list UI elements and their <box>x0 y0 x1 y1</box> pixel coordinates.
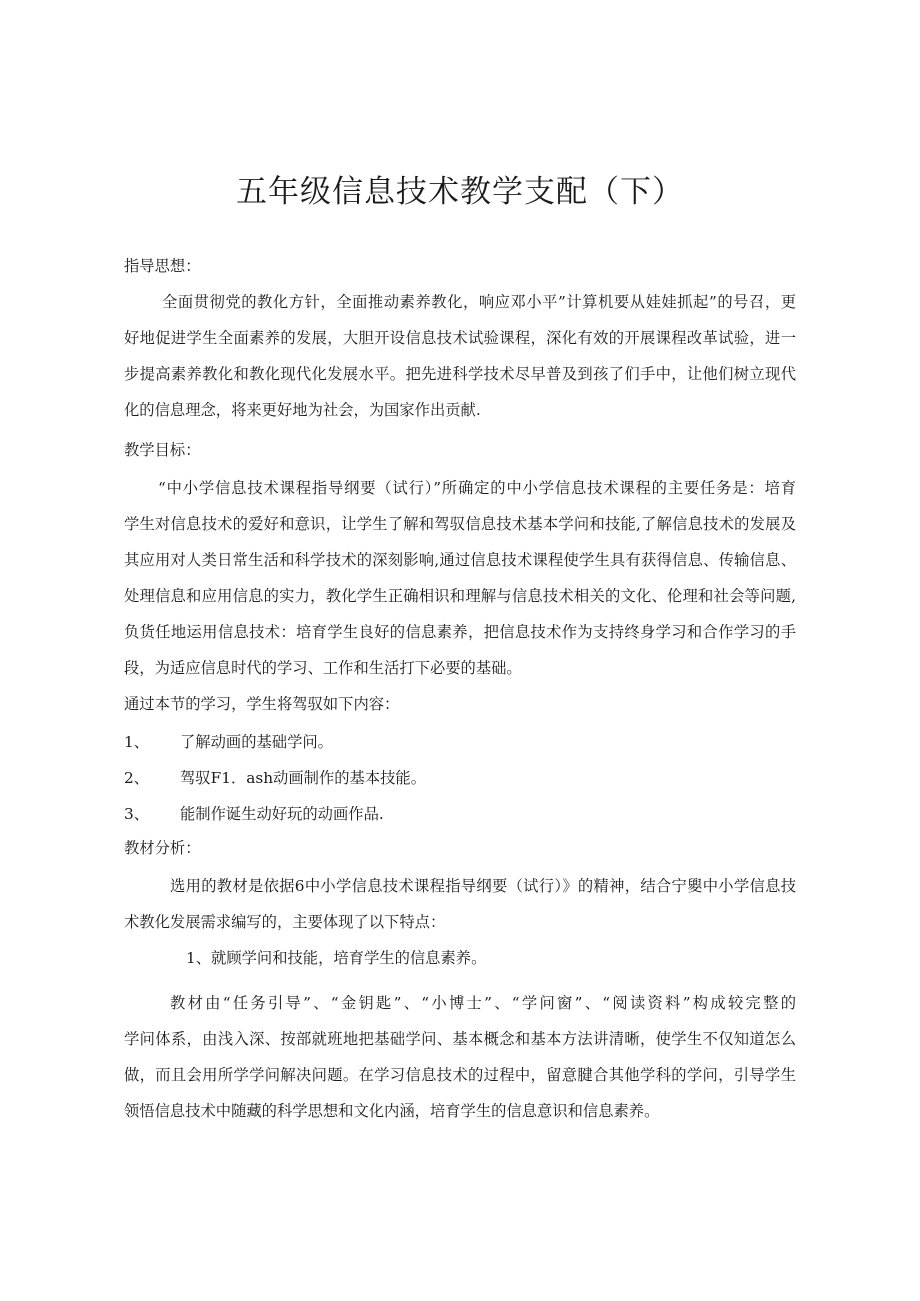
section-heading-guiding-thought: 指导思想： <box>124 257 201 275</box>
list-intro: 通过本节的学习，学生将驾驭如下内容： <box>124 695 400 713</box>
paragraph-line: 步提高素养教化和教化现代化发展水平。把先进科学技术尽早普及到孩了们手中，让他们树立现代 <box>124 365 796 383</box>
list-item-text: 能制作诞生动好玩的动画作品. <box>180 805 384 823</box>
paragraph-line: 段，为适应信息时代的学习、工作和生活打下必要的基础。 <box>124 659 522 677</box>
paragraph-line: 负货任地运用信息技术：培育学生良好的信息素养，把信息技术作为支持终身学习和合作学习的手 <box>124 623 796 641</box>
page-title: 五年级信息技术教学支配（下） <box>236 174 684 210</box>
paragraph-line: 术教化发展需求编写的，主要体现了以下特点： <box>124 913 446 931</box>
paragraph-line: 做，而且会用所学学问解决问题。在学习信息技术的过程中，留意腱合其他学科的学问，引导学生 <box>124 1066 796 1084</box>
section-heading-teaching-goals: 教学目标： <box>124 441 201 459</box>
paragraph-line: 教材由“任务引导”、“金钥匙”、“小博士”、“学问窗”、“阅读资料”构成较完整的 <box>170 994 796 1012</box>
paragraph-line: 处理信息和应用信息的实力，教化学生正确相识和理解与信息技术相关的文化、伦理和社会等问题, <box>124 587 796 605</box>
paragraph-line: 其应用对人类日常生活和科学技术的深刻影响,通过信息技术课程使学生具有获得信息、传输信息、 <box>124 551 796 569</box>
list-item-number: 1、 <box>124 733 150 751</box>
list-item-number: 2、 <box>124 769 150 787</box>
paragraph-line: 领悟信息技术中随藏的科学思想和文化内涵，培育学生的信息意识和信息素养。 <box>124 1102 660 1120</box>
paragraph-line: 学问体系，由浅入深、按部就班地把基础学问、基本概念和基本方法讲清晰，使学生不仅知道怎么 <box>124 1030 796 1048</box>
section-heading-textbook-analysis: 教材分析： <box>124 839 201 857</box>
list-item-number: 3、 <box>124 805 150 823</box>
paragraph-line: 化的信息理念，将来更好地为社会，为国家作出贡献. <box>124 401 481 419</box>
list-item-text: 驾驭F1．ash动画制作的基本技能。 <box>180 769 427 787</box>
feature-point: 1、就顾学问和技能，培育学生的信息素养。 <box>186 949 487 967</box>
list-item-text: 了解动画的基础学问。 <box>180 733 333 751</box>
paragraph-line: “中小学信息技术课程指导纲要（试行）”所确定的中小学信息技术课程的主要任务是：培育 <box>158 479 796 497</box>
paragraph-line: 好地促进学生全面素养的发展，大胆开设信息技术试验课程，深化有效的开展课程改革试验，进一 <box>124 329 796 347</box>
paragraph-line: 选用的教材是依据6中小学信息技术课程指导纲要（试行）》的精神，结合宁夓中小学信息技 <box>170 877 796 895</box>
paragraph-line: 学生对信息技术的爱好和意识，让学生了解和驾驭信息技术基本学问和技能,了解信息技术的发展及 <box>124 515 796 533</box>
paragraph-line: 全面贯彻党的教化方针，全面推动素养教化，响应邓小平”计算机要从娃娃抓起”的号召，更 <box>162 293 796 311</box>
